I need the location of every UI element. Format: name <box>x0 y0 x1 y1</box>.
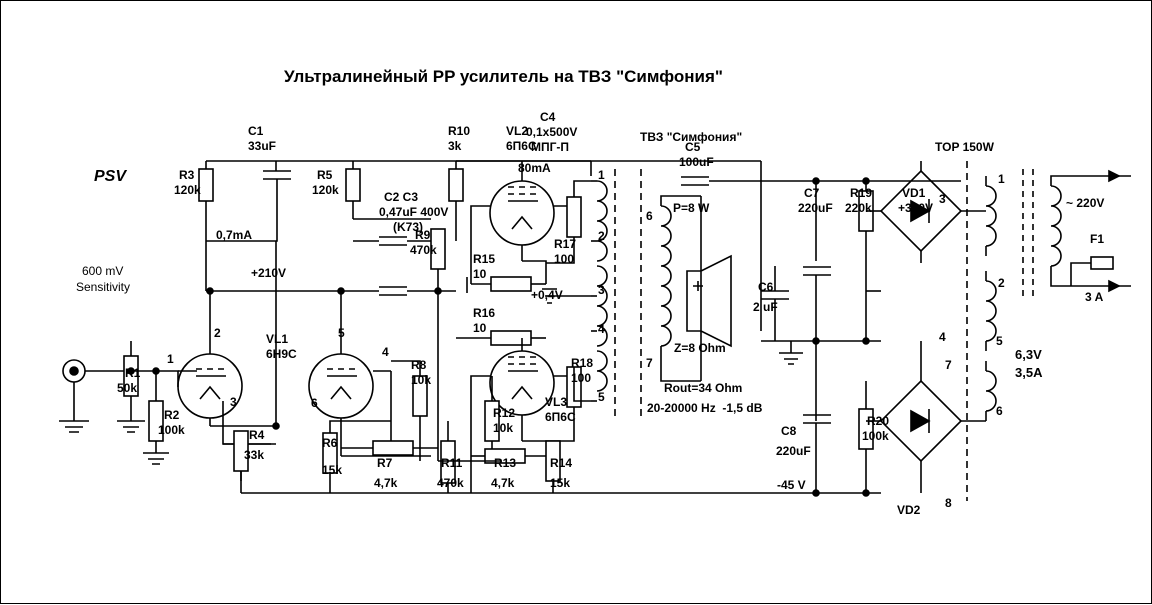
speaker-power: P=8 W <box>673 201 710 215</box>
component-label-vd1: VD1 <box>902 186 926 200</box>
component-label-r11: R11 <box>441 456 463 470</box>
component-label-c7: C7 <box>804 186 820 200</box>
mains-voltage: ~ 220V <box>1066 196 1105 210</box>
annotation-current-0-7ma: 0,7mA <box>216 228 253 242</box>
block-label-top: TOP 150W <box>935 140 994 154</box>
component-value-r5: 120k <box>312 183 339 197</box>
component-label-r7: R7 <box>377 456 393 470</box>
page-title: Ультралинейный PP усилитель на ТВЗ "Симфония" <box>284 67 723 86</box>
component-value-r6: 15k <box>322 463 343 477</box>
component-label-r6: R6 <box>322 436 338 450</box>
tap-label-sec-4: 4 <box>939 330 946 344</box>
tap-label-sec-8: 8 <box>945 496 952 510</box>
tap-label-heater-6: 6 <box>996 404 1003 418</box>
component-label-c5: C5 <box>685 140 701 154</box>
component-label-f1: F1 <box>1090 232 1105 246</box>
tap-label-heater-5: 5 <box>996 334 1003 348</box>
component-type-vl3: 6П6С <box>545 410 576 424</box>
component-label-r5: R5 <box>317 168 333 182</box>
component-label-r3: R3 <box>179 168 195 182</box>
component-label-c2c3: C2 C3 <box>384 190 419 204</box>
component-value-r15: 10 <box>473 267 487 281</box>
annotation-voltage-0-4v: +0,4V <box>531 288 563 302</box>
component-label-c1: C1 <box>248 124 264 138</box>
component-value-r4: 33k <box>244 448 265 462</box>
component-label-r8: R8 <box>411 358 427 372</box>
component-value-c1: 33uF <box>248 139 277 153</box>
schematic-wires <box>1 1 1152 605</box>
pin-label-4: 4 <box>382 345 389 359</box>
sensitivity-line1: 600 mV <box>82 264 124 278</box>
annotation-voltage-210v: +210V <box>251 266 287 280</box>
component-label-vl2: VL2 <box>506 124 529 138</box>
annotation-current-80ma: 80mA <box>518 161 551 175</box>
output-rout: Rout=34 Ohm <box>664 381 743 395</box>
component-label-r14: R14 <box>550 456 573 470</box>
tap-label-sec-7: 7 <box>945 358 952 372</box>
component-label-r17: R17 <box>554 237 577 251</box>
pin-label-2: 2 <box>214 326 221 340</box>
component-label-r12: R12 <box>493 406 516 420</box>
component-value-r1: 50k <box>117 381 138 395</box>
heater-voltage: 6,3V <box>1015 347 1042 362</box>
tap-label-prim-2: 2 <box>998 276 1005 290</box>
component-value-r12: 10k <box>493 421 514 435</box>
component-value-c5: 100uF <box>679 155 714 169</box>
component-label-r16: R16 <box>473 306 496 320</box>
component-label-c8: C8 <box>781 424 797 438</box>
component-label-r13: R13 <box>494 456 517 470</box>
component-value-r2: 100k <box>158 423 185 437</box>
component-value-c7: 220uF <box>798 201 833 215</box>
component-note-c4: МПГ-П <box>531 140 570 154</box>
tap-label-out-4: 4 <box>598 322 605 336</box>
component-value-r9: 470k <box>410 243 437 257</box>
component-value-r7: 4,7k <box>374 476 398 490</box>
component-value-r11: 470k <box>437 476 464 490</box>
annotation-voltage-300v: +300V <box>898 201 934 215</box>
component-label-r1: R1 <box>125 366 141 380</box>
component-value-r18: 100 <box>571 371 592 385</box>
component-value-c6: 2 uF <box>753 300 778 314</box>
component-label-r20: R20 <box>867 414 890 428</box>
component-type-vl1: 6Н9С <box>266 347 297 361</box>
output-bandwidth: 20-20000 Hz -1,5 dB <box>647 401 763 415</box>
component-value-r17: 100 <box>554 252 575 266</box>
tap-label-out-6: 6 <box>646 209 653 223</box>
component-note-c2c3: (K73) <box>393 220 424 234</box>
block-label-tvz: ТВЗ "Симфония" <box>640 130 743 144</box>
component-value-r8: 10k <box>411 373 432 387</box>
tap-label-out-5: 5 <box>598 390 605 404</box>
tap-label-sec-3: 3 <box>939 192 946 206</box>
speaker-impedance: Z=8 Ohm <box>674 341 726 355</box>
tap-label-prim-1: 1 <box>998 172 1005 186</box>
tap-label-out-2: 2 <box>598 229 605 243</box>
pin-label-3: 3 <box>230 395 237 409</box>
annotation-voltage-minus45v: -45 V <box>777 478 806 492</box>
block-label-psv: PSV <box>94 168 127 185</box>
component-value-r14: 15k <box>550 476 571 490</box>
component-value-c2c3: 0,47uF 400V <box>379 205 449 219</box>
component-value-r10: 3k <box>448 139 462 153</box>
component-type-vl2: 6П6С <box>506 139 537 153</box>
component-label-r2: R2 <box>164 408 180 422</box>
component-value-r13: 4,7k <box>491 476 515 490</box>
component-value-r16: 10 <box>473 321 487 335</box>
component-value-c8: 220uF <box>776 444 811 458</box>
component-value-r3: 120k <box>174 183 201 197</box>
component-label-vd2: VD2 <box>897 503 921 517</box>
pin-label-1: 1 <box>167 352 174 366</box>
component-value-f1: 3 A <box>1085 290 1104 304</box>
heater-current: 3,5A <box>1015 365 1043 380</box>
component-value-r20: 100k <box>862 429 889 443</box>
component-value-c4: 0,1x500V <box>526 125 578 139</box>
component-label-r9: R9 <box>415 228 431 242</box>
component-label-c4: C4 <box>540 110 556 124</box>
tap-label-out-7: 7 <box>646 356 653 370</box>
component-value-r19: 220k <box>845 201 872 215</box>
pin-label-6: 6 <box>311 396 318 410</box>
component-label-vl1: VL1 <box>266 332 289 346</box>
component-label-c6: C6 <box>758 280 774 294</box>
component-label-r18: R18 <box>571 356 594 370</box>
tap-label-out-3: 3 <box>598 283 605 297</box>
component-label-r15: R15 <box>473 252 496 266</box>
sensitivity-line2: Sensitivity <box>76 280 131 294</box>
component-label-r19: R19 <box>850 186 873 200</box>
component-label-r4: R4 <box>249 428 265 442</box>
component-label-r10: R10 <box>448 124 471 138</box>
tap-label-out-1: 1 <box>598 168 605 182</box>
pin-label-5: 5 <box>338 326 345 340</box>
component-label-vl3: VL3 <box>545 395 568 409</box>
